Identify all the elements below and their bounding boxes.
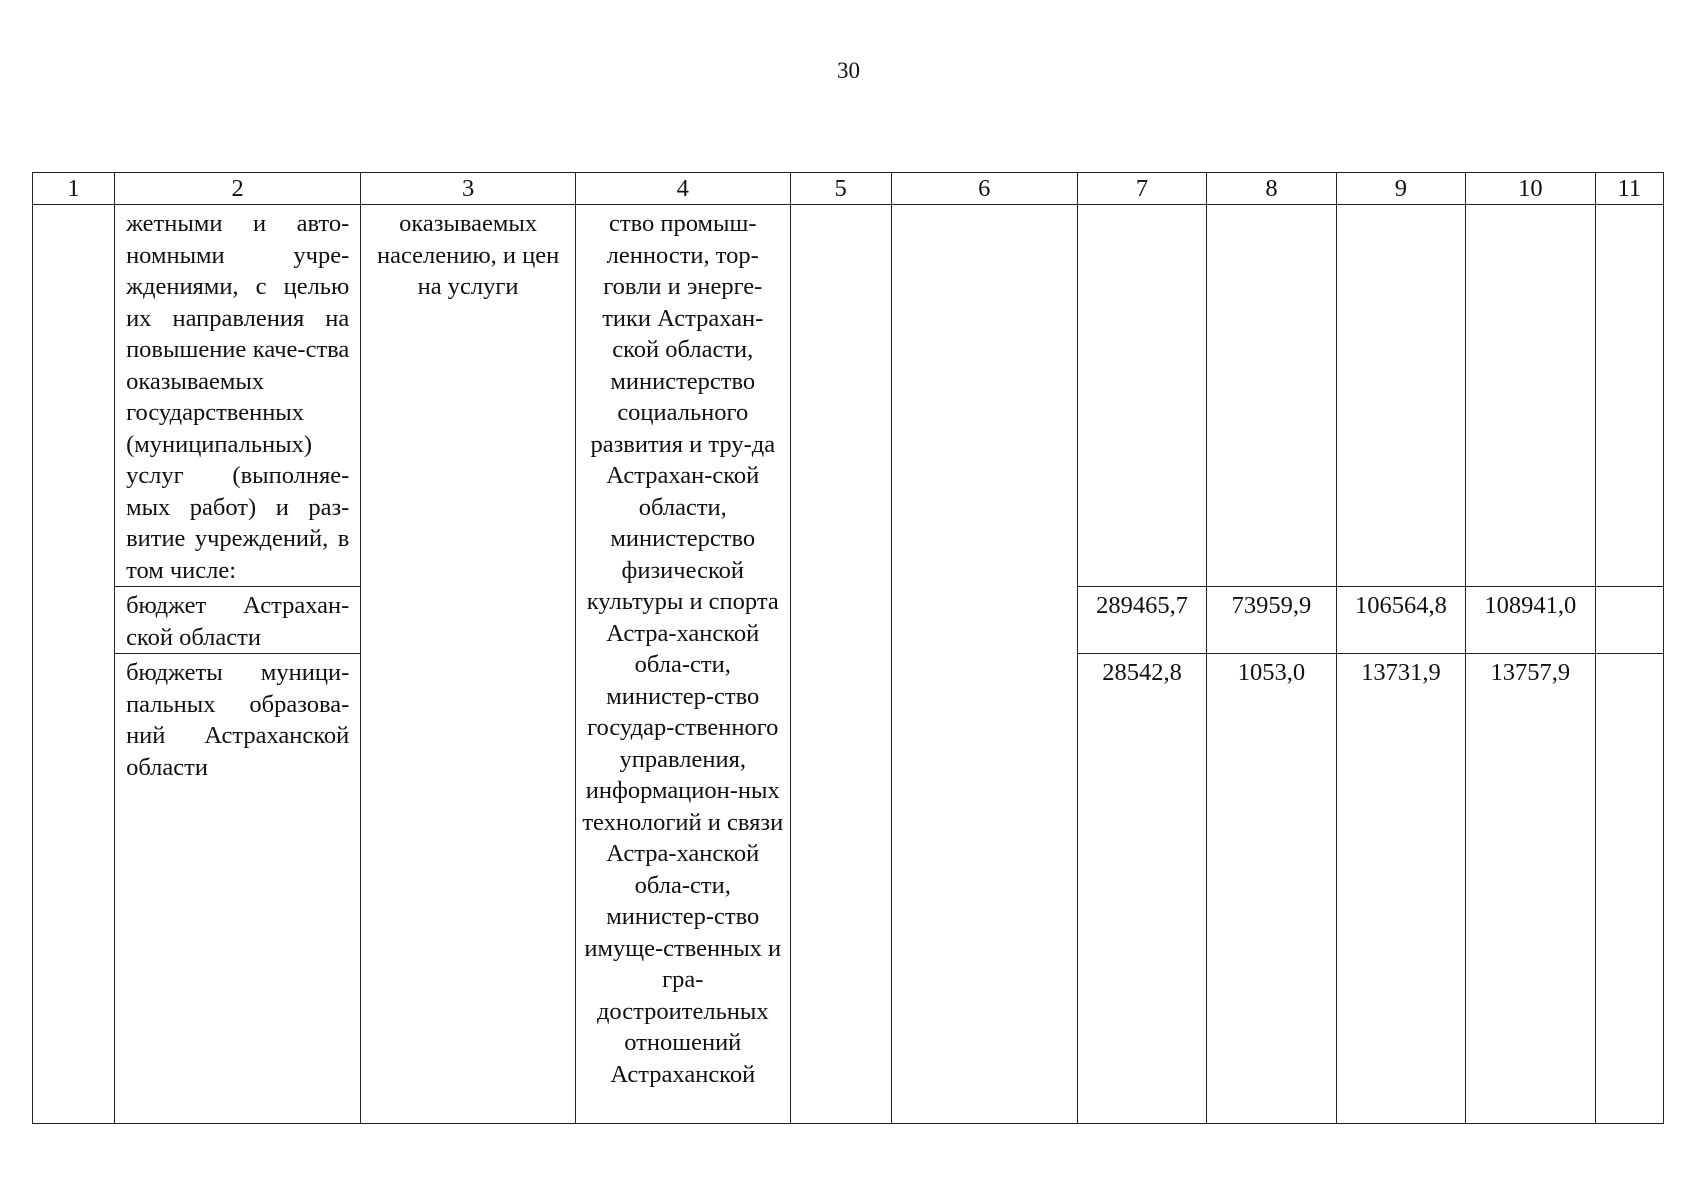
value-cell: 1053,0: [1207, 654, 1336, 1124]
col4-cell: ство промыш-ленности, тор-говли и энерге-тики Астрахан-ской области, министерство социального развития и тру-да Астрахан-ской области, министерство физической культуры и спорта Астра-ханской обла-сти, министер-ство государ-ственного управления, информацион-ных технологий и связи Астра-ханской обла-сти, министер-ство имуще-ственных и гра-достроительных отношений Астраханской: [575, 205, 790, 1124]
header-cell: 10: [1466, 173, 1595, 205]
header-cell: 7: [1077, 173, 1206, 205]
empty-cell: [1077, 205, 1206, 587]
header-cell: 4: [575, 173, 790, 205]
col6-cell: [891, 205, 1077, 1124]
col5-cell: [790, 205, 891, 1124]
value-cell: 108941,0: [1466, 587, 1595, 654]
header-cell: 1: [33, 173, 115, 205]
row-label-text: бюджеты муници-пальных образова-ний Астраханской области: [126, 659, 350, 781]
empty-cell: [1207, 205, 1336, 587]
value-cell: 13757,9: [1466, 654, 1595, 1124]
row-label-text: бюджет Астрахан-ской области: [126, 592, 350, 651]
description-text: жетными и авто-номными учре-ждениями, с целью их направления на повышение каче-ства оказываемых государственных (муниципальных) услуг (выполняе-мых работ) и раз-витие учреждений, в том числе:: [126, 210, 350, 584]
empty-cell: [1595, 205, 1663, 587]
value-cell: 289465,7: [1077, 587, 1206, 654]
header-cell: 11: [1595, 173, 1663, 205]
header-cell: 9: [1336, 173, 1465, 205]
empty-cell: [1336, 205, 1465, 587]
row-label: [115, 587, 361, 654]
empty-cell: [1595, 654, 1663, 1124]
header-cell: 5: [790, 173, 891, 205]
value-cell: 28542,8: [1077, 654, 1206, 1124]
value-cell: 13731,9: [1336, 654, 1465, 1124]
header-cell: 8: [1207, 173, 1336, 205]
row-label: [115, 654, 361, 1124]
empty-cell: [1595, 587, 1663, 654]
col1-cell: [33, 205, 115, 1124]
header-cell: 6: [891, 173, 1077, 205]
value-cell: 73959,9: [1207, 587, 1336, 654]
col3-cell: оказываемых населению, и цен на услуги: [361, 205, 576, 1124]
value-cell: 106564,8: [1336, 587, 1465, 654]
header-row: [33, 173, 1664, 205]
table-row: [33, 205, 1664, 587]
description-cell: [115, 205, 361, 587]
header-cell: 3: [361, 173, 576, 205]
empty-cell: [1466, 205, 1595, 587]
page-number: 30: [837, 58, 860, 83]
budget-table: [32, 172, 1664, 1124]
header-cell: 2: [115, 173, 361, 205]
